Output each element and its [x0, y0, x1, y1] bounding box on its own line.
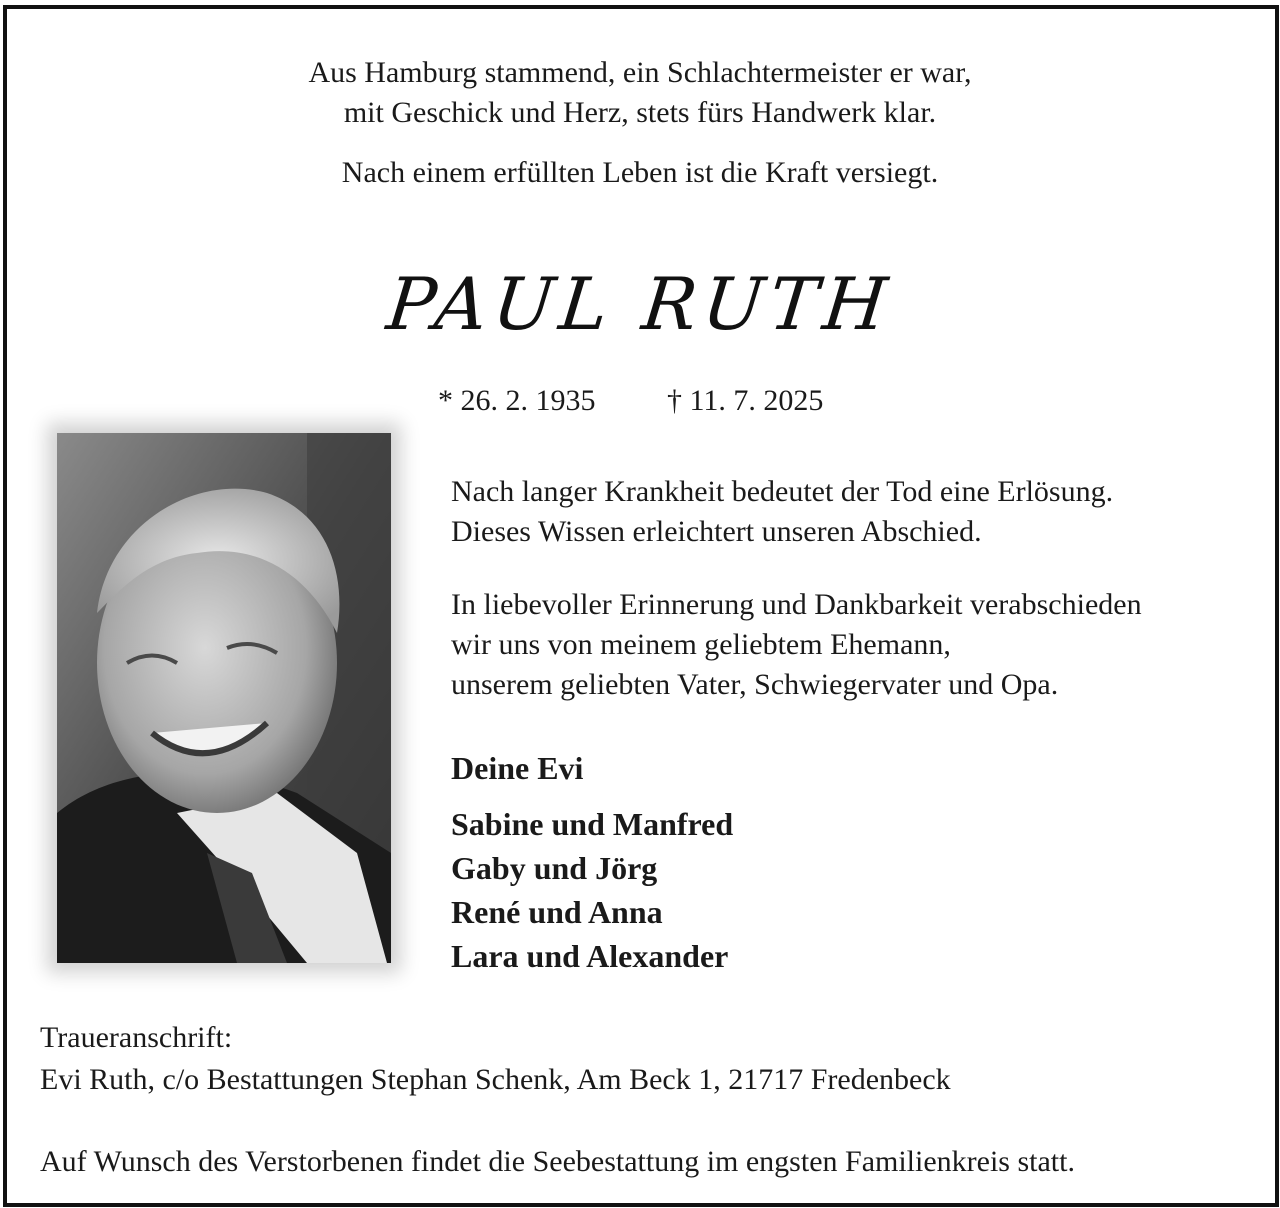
burial-note: Auf Wunsch des Verstorbenen findet die Seebestattung im engsten Familienkreis statt. [40, 1145, 1075, 1178]
family-signatures [451, 802, 733, 978]
family-member: Lara und Alexander [451, 938, 729, 974]
address-line: Evi Ruth, c/o Bestattungen Stephan Schenk, Am Beck 1, 21717 Fredenbeck [40, 1063, 951, 1096]
spouse-signature: Deine Evi [451, 750, 584, 786]
address-label: Traueranschrift: [40, 1021, 233, 1054]
birth-date: * 26. 2. 1935 [438, 384, 596, 417]
poem-line: Aus Hamburg stammend, ein Schlachtermeister er war, [308, 56, 972, 89]
family-member: Sabine und Manfred [451, 806, 734, 842]
message-line: wir uns von meinem geliebtem Ehemann, [451, 628, 951, 661]
message-paragraph-1 [451, 472, 1113, 552]
deceased-name: PAUL RUTH [383, 262, 897, 346]
family-member: Gaby und Jörg [451, 850, 658, 886]
message-line: unserem geliebten Vater, Schwiegervater und Opa. [451, 668, 1059, 701]
poem-line: mit Geschick und Herz, stets fürs Handwerk klar. [343, 96, 937, 129]
message-paragraph-2 [451, 585, 1142, 705]
portrait-photo [57, 433, 391, 963]
poem-line: Nach einem erfüllten Leben ist die Kraft versiegt. [341, 156, 939, 189]
message-line: In liebevoller Erinnerung und Dankbarkeit verabschieden [451, 588, 1142, 621]
death-date: † 11. 7. 2025 [667, 384, 824, 417]
message-line: Dieses Wissen erleichtert unseren Abschied. [451, 515, 982, 548]
family-member: René und Anna [451, 894, 663, 930]
mourning-address [40, 1017, 951, 1101]
message-line: Nach langer Krankheit bedeutet der Tod eine Erlösung. [451, 475, 1114, 508]
